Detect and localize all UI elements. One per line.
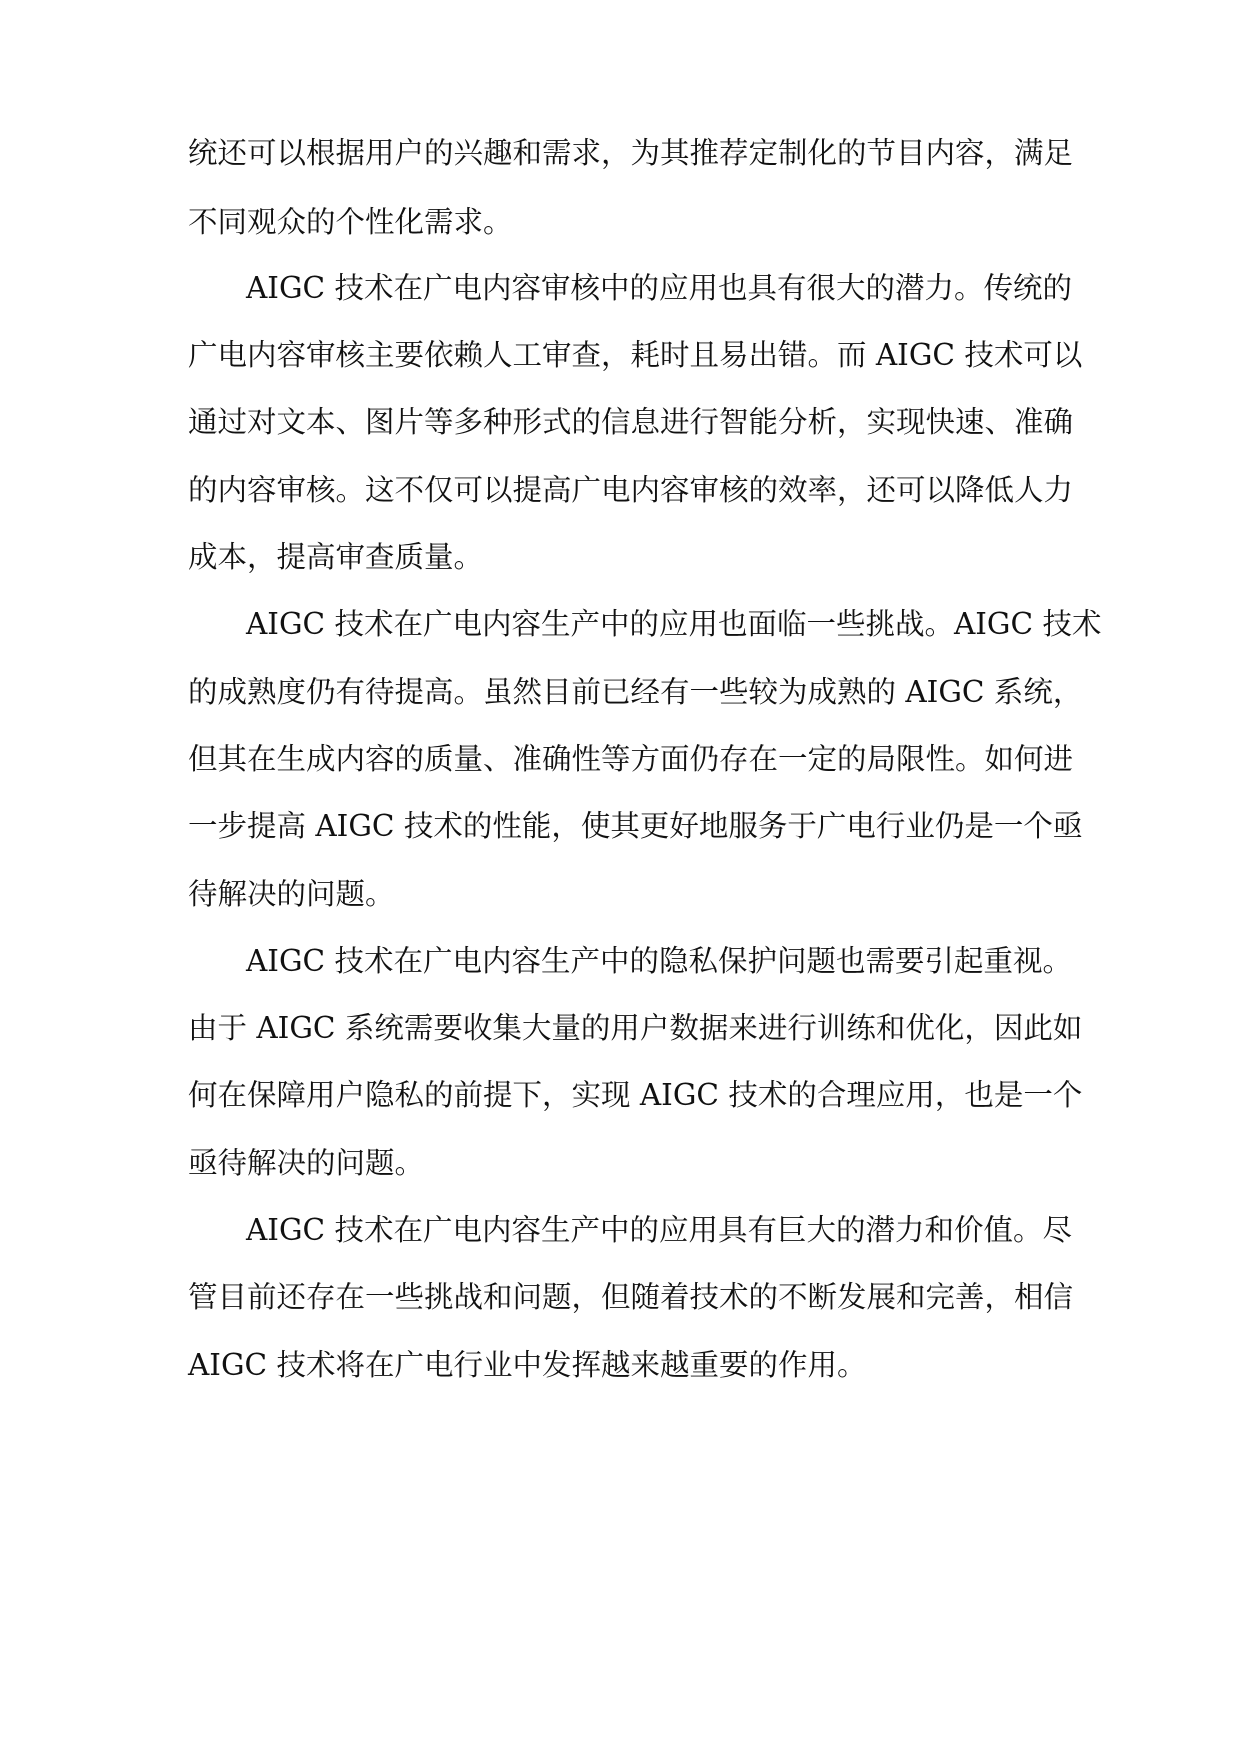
text-line: 由于 AIGC 系统需要收集大量的用户数据来进行训练和优化，因此如	[188, 1011, 1083, 1045]
text-line: 但其在生成内容的质量、准确性等方面仍存在一定的局限性。如何进	[188, 742, 1074, 776]
text-line: 何在保障用户隐私的前提下，实现 AIGC 技术的合理应用，也是一个	[188, 1078, 1083, 1112]
text-line: 成本，提高审查质量。	[188, 540, 484, 574]
text-line: AIGC 技术将在广电行业中发挥越来越重要的作用。	[188, 1348, 867, 1382]
text-line: AIGC 技术在广电内容生产中的隐私保护问题也需要引起重视。	[246, 944, 1072, 978]
text-line: 亟待解决的问题。	[188, 1146, 425, 1180]
text-line: 待解决的问题。	[188, 877, 395, 911]
text-line: AIGC 技术在广电内容生产中的应用具有巨大的潜力和价值。尽	[246, 1213, 1072, 1247]
text-line: AIGC 技术在广电内容生产中的应用也面临一些挑战。AIGC 技术	[246, 607, 1102, 641]
text-line: 通过对文本、图片等多种形式的信息进行智能分析，实现快速、准确	[188, 405, 1074, 439]
text-line: 管目前还存在一些挑战和问题，但随着技术的不断发展和完善，相信	[188, 1280, 1074, 1314]
text-line: 不同观众的个性化需求。	[188, 205, 513, 239]
text-line: 的成熟度仍有待提高。虽然目前已经有一些较为成熟的 AIGC 系统，	[188, 675, 1083, 709]
text-line: AIGC 技术在广电内容审核中的应用也具有很大的潜力。传统的	[246, 271, 1072, 305]
text-line: 一步提高 AIGC 技术的性能，使其更好地服务于广电行业仍是一个亟	[188, 809, 1083, 843]
text-line: 的内容审核。这不仅可以提高广电内容审核的效率，还可以降低人力	[188, 473, 1074, 507]
text-line: 广电内容审核主要依赖人工审查，耗时且易出错。而 AIGC 技术可以	[188, 338, 1083, 372]
text-line: 统还可以根据用户的兴趣和需求，为其推荐定制化的节目内容，满足	[188, 136, 1074, 170]
